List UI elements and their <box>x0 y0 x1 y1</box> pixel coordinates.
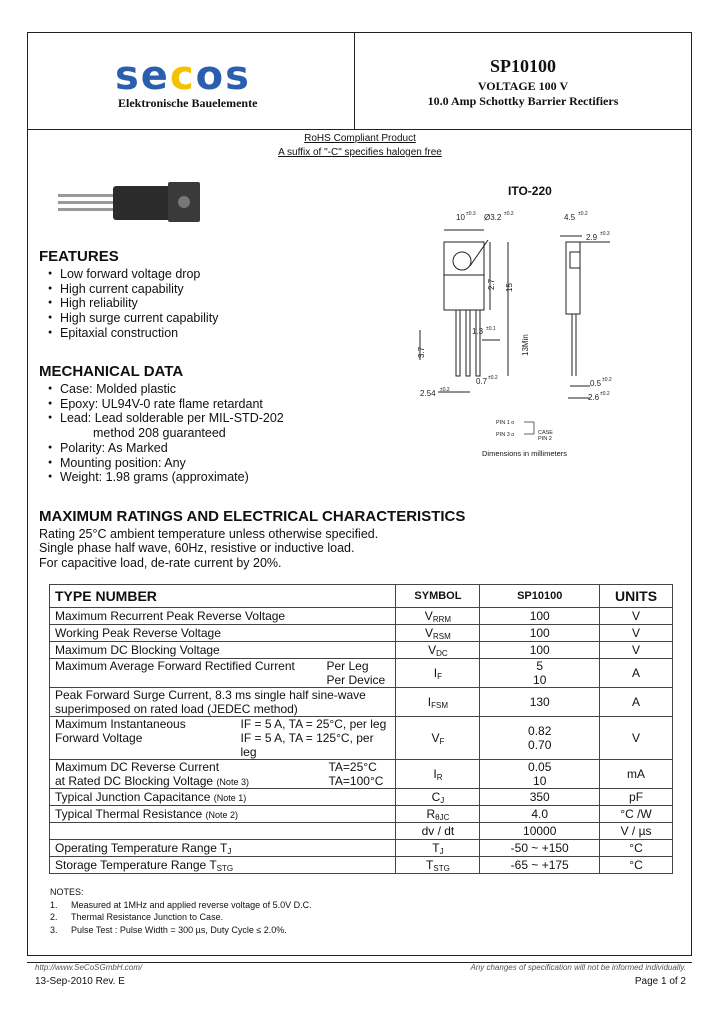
col-units: UNITS <box>600 585 673 608</box>
dim-width: 10 <box>456 213 465 222</box>
list-item: ● High surge current capability <box>48 311 218 326</box>
table-row <box>50 806 673 823</box>
unit-cell: mA <box>600 760 673 789</box>
unit-cell: °C /W <box>600 806 673 823</box>
col-type-number: TYPE NUMBER <box>50 585 396 608</box>
table-row <box>50 625 673 642</box>
list-item: method 208 guaranteed <box>93 426 226 441</box>
dim-body-height: 15 <box>505 283 514 292</box>
company-logo: secos <box>115 53 251 99</box>
value-cell: 0.05 10 <box>480 760 600 789</box>
value-cell: 10000 <box>480 823 600 840</box>
unit-cell: V <box>600 625 673 642</box>
value-cell: 5 10 <box>480 659 600 688</box>
header-divider <box>27 129 692 130</box>
product-description: 10.0 Amp Schottky Barrier Rectifiers <box>427 94 619 108</box>
dim-thickness: 4.5 <box>564 213 576 222</box>
symbol-cell: dv / dt <box>396 823 480 840</box>
package-name: ITO-220 <box>508 184 552 198</box>
ratings-title: MAXIMUM RATINGS AND ELECTRICAL CHARACTERISTICS <box>39 508 466 525</box>
table-row <box>50 688 673 717</box>
pin1-label: PIN 1 o <box>496 420 515 426</box>
table-row <box>50 760 673 789</box>
table-row <box>50 608 673 625</box>
part-number: SP10100 <box>489 56 556 76</box>
dim-side-depth: 2.6 <box>588 393 600 402</box>
dim-hole-offset: 2.7 <box>487 278 496 290</box>
list-item: ● High current capability <box>48 282 218 297</box>
param-cell: Maximum DC Blocking Voltage <box>50 642 396 659</box>
symbol-cell: $V_{RRM}$ <box>396 608 480 625</box>
features-list <box>48 267 218 341</box>
dim-lead-thick: 0.7 <box>476 377 488 386</box>
list-item: ● Weight: 1.98 grams (approximate) <box>48 470 284 485</box>
symbol-cell: $I_R$ <box>396 760 480 789</box>
unit-cell: V / µs <box>600 823 673 840</box>
revision-date: 13-Sep-2010 Rev. E <box>35 976 125 987</box>
symbol-cell: $V_{RSM}$ <box>396 625 480 642</box>
value-cell: 100 <box>480 608 600 625</box>
param-cell: Maximum Average Forward Rectified Current Per Leg Per Device <box>50 659 396 688</box>
col-symbol: SYMBOL <box>396 585 480 608</box>
package-outline-drawing <box>400 200 630 440</box>
dim-lead-side: 0.5 <box>590 379 602 388</box>
value-cell: 130 <box>480 688 600 717</box>
dim-lead-width-tol: ±0.1 <box>486 326 496 332</box>
dimensions-caption: Dimensions in millimeters <box>482 449 568 458</box>
value-cell: 100 <box>480 642 600 659</box>
dim-pitch: 2.54 <box>420 389 436 398</box>
param-cell: Typical Junction Capacitance (Note 1) <box>50 789 396 806</box>
table-row <box>50 642 673 659</box>
unit-cell: °C <box>600 840 673 857</box>
dim-lead-length: 13Min <box>521 334 530 356</box>
list-item: ● Lead: Lead solderable per MIL-STD-202 <box>48 411 284 426</box>
list-item: ● Epoxy: UL94V-0 rate flame retardant <box>48 397 284 412</box>
param-cell: Working Peak Reverse Voltage <box>50 625 396 642</box>
table-row <box>50 840 673 857</box>
note-3: 3. Pulse Test : Pulse Width = 300 µs, Duty Cycle ≤ 2.0%. <box>50 924 287 935</box>
value-cell: 100 <box>480 625 600 642</box>
logo-subtitle: Elektronische Bauelemente <box>118 96 258 110</box>
ratings-line-2: Single phase half wave, 60Hz, resistive or inductive load. <box>39 541 355 555</box>
param-cell: Maximum Recurrent Peak Reverse Voltage <box>50 608 396 625</box>
note-1: 1. Measured at 1MHz and applied reverse voltage of 5.0V D.C. <box>50 899 312 910</box>
table-row <box>50 823 673 840</box>
dim-tab: 2.9 <box>586 233 598 242</box>
symbol-cell: $T_{STG}$ <box>396 857 480 874</box>
dim-lead-thick-tol: ±0.2 <box>488 375 498 381</box>
table-row <box>50 857 673 874</box>
param-cell: Storage Temperature Range $T_{STG}$ <box>50 857 396 874</box>
param-cell: Maximum Instantaneous IF = 5 A, TA = 25°C, per leg Forward Voltage IF = 5 A, TA = 125°C, per leg <box>50 717 396 760</box>
table-row <box>50 717 673 760</box>
list-item: ● High reliability <box>48 296 218 311</box>
footer-disclaimer: Any changes of specification will not be informed individually. <box>470 963 686 972</box>
value-cell: 350 <box>480 789 600 806</box>
dim-lead-side-tol: ±0.2 <box>602 377 612 383</box>
dim-side-depth-tol: ±0.2 <box>600 391 610 397</box>
table-header-row <box>50 585 673 608</box>
param-cell: Operating Temperature Range $T_J$ <box>50 840 396 857</box>
note-2: 2. Thermal Resistance Junction to Case. <box>50 912 224 922</box>
symbol-cell: $I_F$ <box>396 659 480 688</box>
page-number: Page 1 of 2 <box>634 976 686 987</box>
unit-cell: V <box>600 717 673 760</box>
dim-thickness-tol: ±0.2 <box>578 211 588 217</box>
table-row <box>50 789 673 806</box>
case-label: CASE <box>538 430 553 436</box>
notes-block <box>50 886 312 936</box>
unit-cell: °C <box>600 857 673 874</box>
halogen-free-notice: A suffix of "-C" specifies halogen free <box>278 147 442 158</box>
pin3-label: PIN 3 o <box>496 432 515 438</box>
param-cell: Typical Thermal Resistance (Note 2) <box>50 806 396 823</box>
unit-cell: V <box>600 608 673 625</box>
unit-cell: pF <box>600 789 673 806</box>
list-item: ● Epitaxial construction <box>48 326 218 341</box>
list-item: ● Polarity: As Marked <box>48 441 284 456</box>
symbol-cell: $R_{\theta JC}$ <box>396 806 480 823</box>
mechanical-title: MECHANICAL DATA <box>39 363 184 380</box>
symbol-cell: $I_{FSM}$ <box>396 688 480 717</box>
dim-hole-tol: ±0.2 <box>504 211 514 217</box>
col-part: SP10100 <box>480 585 600 608</box>
table-row <box>50 659 673 688</box>
symbol-cell: $T_J$ <box>396 840 480 857</box>
mechanical-list <box>48 382 284 485</box>
value-cell: 0.82 0.70 <box>480 717 600 760</box>
param-cell: Peak Forward Surge Current, 8.3 ms single half sine-wave superimposed on rated load (JEDEC method) <box>50 688 396 717</box>
param-cell: Maximum DC Reverse Current TA=25°C at Rated DC Blocking Voltage (Note 3) TA=100°C <box>50 760 396 789</box>
symbol-cell: $V_{DC}$ <box>396 642 480 659</box>
symbol-cell: $V_F$ <box>396 717 480 760</box>
list-item: ● Case: Molded plastic <box>48 382 284 397</box>
list-item: ● Low forward voltage drop <box>48 267 218 282</box>
dim-width-tol: ±0.3 <box>466 211 476 217</box>
list-item: ● Mounting position: Any <box>48 456 284 471</box>
symbol-cell: $C_J$ <box>396 789 480 806</box>
voltage-rating: VOLTAGE 100 V <box>477 79 569 93</box>
pin2-label: PIN 2 <box>538 436 552 440</box>
dim-lead-width: 1.3 <box>472 327 484 336</box>
features-title: FEATURES <box>39 248 119 265</box>
dim-lead-bend: 3.7 <box>417 346 426 358</box>
unit-cell: A <box>600 659 673 688</box>
ratings-line-3: For capacitive load, de-rate current by 20%. <box>39 556 282 570</box>
param-cell <box>50 823 396 840</box>
value-cell: 4.0 <box>480 806 600 823</box>
ratings-line-1: Rating 25°C ambient temperature unless otherwise specified. <box>39 527 379 541</box>
value-cell: -50 ~ +150 <box>480 840 600 857</box>
unit-cell: V <box>600 642 673 659</box>
rohs-notice: RoHS Compliant Product <box>304 133 416 144</box>
unit-cell: A <box>600 688 673 717</box>
component-photo <box>58 180 208 226</box>
footer-url[interactable]: http://www.SeCoSGmbH.com/ <box>35 963 143 972</box>
ratings-table <box>49 584 673 874</box>
dim-hole: Ø3.2 <box>484 213 502 222</box>
dim-pitch-tol: ±0.2 <box>440 387 450 393</box>
value-cell: -65 ~ +175 <box>480 857 600 874</box>
dim-tab-tol: ±0.3 <box>600 231 610 237</box>
notes-title: NOTES: <box>50 887 84 897</box>
